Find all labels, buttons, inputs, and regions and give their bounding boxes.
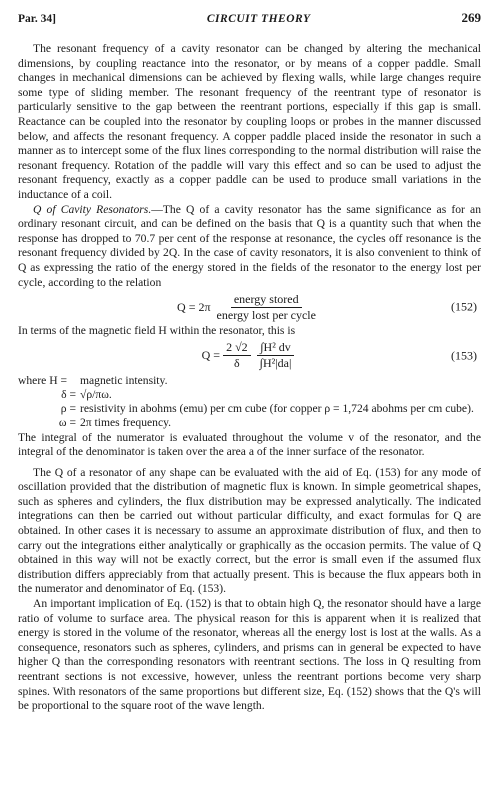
book-page [18,10,481,714]
definition-row [18,416,481,430]
definition-symbol: ω = [58,416,76,430]
equation-152-lhs: Q = 2π [177,299,211,314]
definition-symbol: δ = [61,387,76,401]
paragraph-magnetic-field-intro: In terms of the magnetic field H within the resonator, this is [18,324,296,338]
equation-153-integral-denominator: ∫H²|da| [259,356,292,371]
definition-row [18,374,481,388]
definition-row [18,388,481,402]
paragraph-q-definition [18,203,481,291]
equation-152-denominator: energy lost per cycle [216,307,316,322]
equation-153-coef-denominator: δ [234,356,240,371]
symbol-definitions [18,374,481,431]
equation-153-integral-numerator: ∫H² dv [257,341,294,356]
paragraph-integral-explanation: The integral of the numerator is evaluated throughout the volume v of the resonator, and the integral of the denominator is taken over the area a of the inner surface of the resonator. [18,430,481,459]
equation-153-number: (153) [451,348,477,363]
equation-152-fraction [214,293,319,322]
paragraph-resonant-frequency: The resonant frequency of a cavity resonator can be changed by altering the mechanical dimensions, by coupling reactance into the resonator, or by means of a copper paddle. Small changes in mechanical dimensions can be achieved by flexing walls, while large changes require some type of sliding member. The resonant frequency of the reentrant type of resonator is particularly sensitive to the gap between the reentrant portions, especially if this gap is small. Reactance can be coupled into the resonator by coupling loops or probes in the manner discussed below, and affects the resonant frequency. A copper paddle placed inside the resonator in such a manner as to intercept some of the flux lines corresponding to the normal distribution will raise the resonant frequency. Rotation of the paddle will vary this effect and so can be used to adjust the resonant frequency, exactly as a copper paddle can be used to produce small variations in the inductance of a coil. [18,42,481,201]
equation-153-lhs: Q = [201,348,221,363]
equation-152 [18,293,481,321]
definition-symbol: ρ = [60,402,76,416]
definition-text: resistivity in abohms (emu) per cm cube (for copper ρ = 1,724 abohms per cm cube). [80,402,474,416]
paragraph-volume-ratio: An important implication of Eq. (152) is that to obtain high Q, the resonator should have a large ratio of volume to surface area. The physical reason for this is apparent when it is realized that energy is stored in the volume of the resonator, whereas all the energy lost is lost at the walls. As a consequence, resonators such as spheres, cylinders, and prisms can in general be expected to have higher Q than the corresponding resonators with reentrant sections. The loss in Q resulting from reentrant sections is not excessive, however, unless the reentrant portions become very sharp spines. With resonators of the same proportions but different size, Eq. (152) shows that the Q's will be proportional to the square root of the wave length. [18,597,481,713]
paragraph-q-definition-text: —The Q of a cavity resonator has the same significance as for an ordinary resonant circuit, and can be defined on the basis that Q is a quantity such that when the response has dropped to 70.7 per cent of the response at resonance, the cycles off resonance is the resonant frequency divided by 2Q. In the case of cavity resonators, it is also convenient to think of Q as expressing the ratio of the energy stored in the fields of the resonator to the energy lost per cycle, according to the relation [18,202,482,289]
running-title: CIRCUIT THEORY [206,13,311,25]
running-header [18,10,481,32]
definition-row [18,402,481,416]
paragraph-q-evaluation: The Q of a resonator of any shape can be evaluated with the aid of Eq. (153) for any mode of oscillation provided that the distribution of magnetic flux is known. In simple geometrical shapes, such as spheres and cylinders, the flux distribution may be expressed analytically. The indicated integrations can then be carried out without particular difficulty, and exact formulas for Q are obtained. In other cases it is necessary to assume an approximate distribution of flux, and then to carry out the integrations either analytically or graphically as the occasion permits. The value of Q obtained in this way will not be exactly correct, but the error is small even if the assumed flux distribution differs appreciably from that actually present. This is because the flux appears both in the numerator and denominator of Eq. (153). [18,465,481,596]
equation-153-fraction-integrals [257,341,295,370]
run-in-heading: Q of Cavity Resonators. [33,202,152,216]
definition-text: 2π times frequency. [80,416,172,430]
equation-153 [18,341,481,371]
definition-text: magnetic intensity. [80,373,168,387]
section-marker: Par. 34] [18,13,56,25]
equation-153-coef-numerator: 2 √2 [223,341,251,356]
equation-153-fraction-coefficient [223,341,251,370]
equation-152-numerator: energy stored [231,293,302,308]
definition-text: √ρ/πω. [80,387,112,401]
page-number: 269 [461,10,481,25]
equation-152-number: (152) [451,299,477,314]
definition-symbol: where H = [18,373,68,387]
